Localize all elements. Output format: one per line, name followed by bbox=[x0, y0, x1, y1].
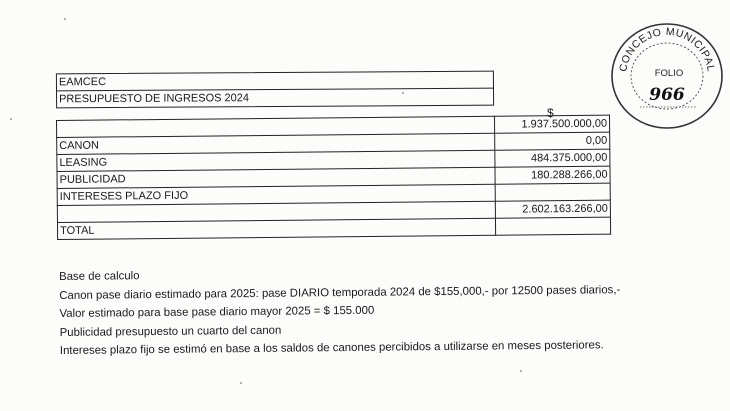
row-amount: 484.375.000,00 bbox=[495, 149, 610, 167]
row-amount: 0,00 bbox=[495, 132, 610, 150]
header-box bbox=[56, 71, 494, 109]
seal-folio-label: FOLIO bbox=[654, 68, 684, 79]
scan-speck bbox=[520, 370, 522, 372]
note-line: Publicidad presupuesto un cuarto del canon bbox=[59, 324, 282, 339]
svg-text:CONCEJO MUNICIPAL bbox=[617, 26, 717, 73]
note-line: Base de calculo bbox=[59, 270, 140, 283]
row-amount: 180.288.266,00 bbox=[495, 166, 610, 184]
row-amount bbox=[496, 217, 611, 235]
row-label: TOTAL bbox=[57, 218, 495, 239]
row-label: INTERESES PLAZO FIJO bbox=[57, 184, 495, 205]
budget-table bbox=[56, 115, 611, 240]
note-line: Intereses plazo fijo se estimó en base a los saldos de canones percibidos a utilizarse en meses posteriores. bbox=[59, 339, 604, 358]
seal-graphic bbox=[606, 14, 726, 132]
row-label: PUBLICIDAD bbox=[57, 167, 495, 188]
seal-arc-text: CONCEJO MUNICIPAL bbox=[617, 25, 717, 73]
row-label: LEASING bbox=[57, 150, 495, 171]
note-line: Valor estimado para base pase diario mayor 2025 = $ 155.000 bbox=[59, 304, 375, 321]
row-label: CANON bbox=[57, 133, 495, 154]
currency-symbol: $ bbox=[547, 106, 554, 120]
row-amount: 1.937.500.000,00 bbox=[495, 115, 610, 133]
scan-speck bbox=[10, 118, 12, 120]
organization-name: EAMCEC bbox=[58, 76, 107, 89]
row-amount bbox=[495, 183, 610, 201]
calculation-notes bbox=[59, 261, 700, 361]
municipal-seal-stamp bbox=[606, 14, 726, 132]
document-title: PRESUPUESTO DE INGRESOS 2024 bbox=[57, 88, 493, 108]
row-amount: 2.602.163.266,00 bbox=[495, 200, 610, 218]
scan-speck bbox=[240, 382, 242, 384]
note-line: Canon pase diario estimado para 2025: pase DIARIO temporada 2024 de $155,000,- por 12500 pases diarios,- bbox=[59, 283, 621, 302]
scan-speck bbox=[402, 92, 404, 94]
scan-speck bbox=[64, 18, 66, 20]
seal-folio-number: 966 bbox=[649, 85, 685, 105]
